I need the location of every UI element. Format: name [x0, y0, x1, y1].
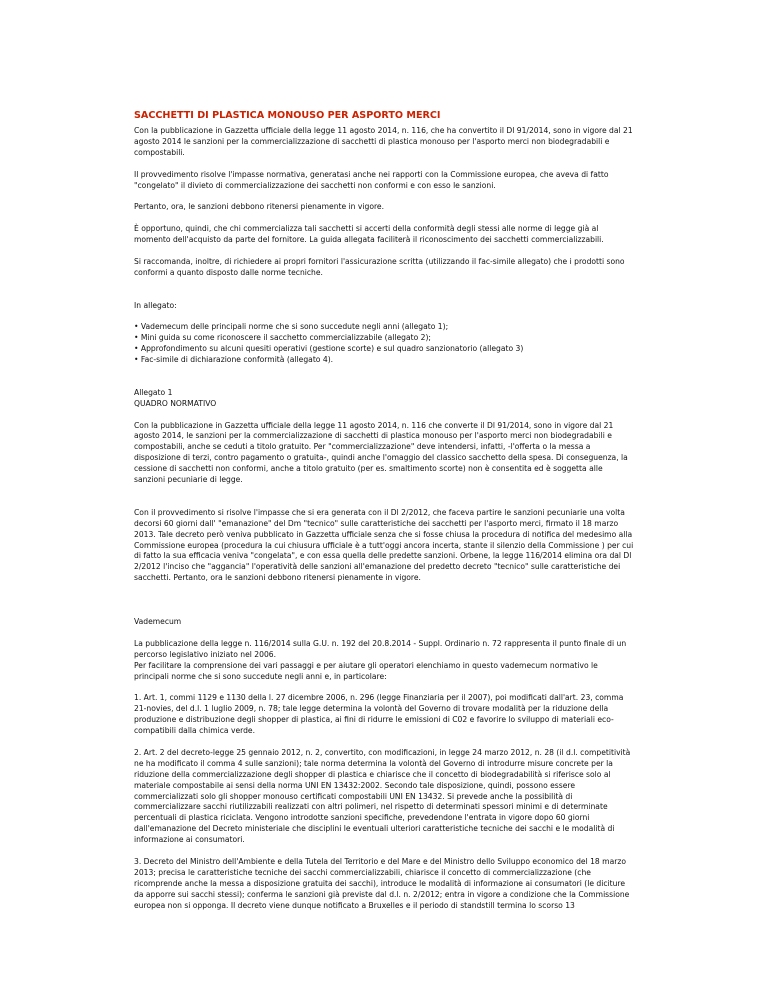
quadro-normativo-heading: QUADRO NORMATIVO [134, 398, 217, 408]
intro-paragraph: Si raccomanda, inoltre, di richiedere ai propri fornitori l'assicurazione scritta (utilizzando il fac-simile allegato) che i prodotti sono conformi a quanto disposto dalle norme tecniche. [134, 256, 625, 277]
vademecum-intro-line: Per facilitare la comprensione dei vari passaggi e per aiutare gli operatori elenchiamo in questo vademecum normativo le principali norme che si sono succedute negli anni e, in particolare: [134, 660, 598, 681]
allegato-list [134, 322, 634, 366]
list-item-text: Mini guida su come riconoscere il sacchetto commercializzabile (allegato 2); [140, 333, 431, 343]
document-body [134, 110, 634, 922]
list-item-text: Approfondimento su alcuni quesiti operativi (gestione scorte) e sul quadro sanzionatorio (allegato 3) [140, 344, 524, 354]
allegato-1-label: Allegato 1 [134, 387, 173, 397]
spacer [134, 595, 634, 606]
list-item-text: Fac-simile di dichiarazione conformità (allegato 4). [140, 355, 334, 365]
intro-paragraph: Pertanto, ora, le sanzioni debbono ritenersi pienamente in vigore. [134, 202, 385, 212]
spacer [134, 290, 634, 301]
quadro-paragraph: Con il provvedimento si risolve l'impasse che si era generata con il Dl 2/2012, che faceva partire le sanzioni pecuniarie una volta decorsi 60 giorni dall' "emanazione" del Dm "tecnico" sulle caratteristiche dei sacchetti per l'asporto merci, firmato il 18 marzo 2013. Tale decreto però veniva pubblicato in Gazzetta ufficiale senza che si fosse chiusa la procedura di notifica del medesimo alla Commissione europea (procedura la cui chiusura ufficiale è a tutt'oggi ancora incerta, stante il silenzio della Commissione ) per cui di fatto la sua efficacia veniva "congelata", e con essa quella delle predette sanzioni. Orbene, la legge 116/2014 elimina ora dal Dl 2/2012 l'inciso che "aggancia" l'operatività delle sanzioni all'emanazione del predetto decreto "tecnico" sulle caratteristiche dei sacchetti. Pertanto, ora le sanzioni debbono ritenersi pienamente in vigore. [134, 507, 634, 583]
bullet-icon: • [134, 355, 139, 365]
list-item [134, 344, 634, 355]
list-item [134, 333, 634, 344]
vademecum-point: 2. Art. 2 del decreto-legge 25 gennaio 2012, n. 2, convertito, con modificazioni, in legge 24 marzo 2012, n. 28 (il d.l. competitività ne ha modificato il comma 4 sulle sanzioni); tale norma determina la volontà del Governo di introdurre misure concrete per la riduzione della commercializzazione degli shopper di plastica e chiarisce che il concetto di biodegradabilità si riferisce solo al materiale compostabile ai sensi della norma UNI EN 13432:2002. Secondo tale disposizione, quindi, possono essere commercializzati solo gli shopper monouso certificati compostabili UNI EN 13432. Si prevede anche la possibilità di commercializzare sacchi riutilizzabili realizzati con altri polimeri, nel rispetto di determinati spessori minimi e di determinate percentuali di plastica riciclata. Vengono introdotte sanzioni specifiche, prevedendone l'entrata in vigore dopo 60 giorni dall'emanazione del Decreto ministeriale che disciplini le eventuali ulteriori caratteristiche tecniche dei sacchi e le modalità di informazione ai consumatori. [134, 747, 631, 845]
bullet-icon: • [134, 344, 139, 354]
intro-paragraph: Il provvedimento risolve l'impasse normativa, generatasi anche nei rapporti con la Commissione europea, che aveva di fatto "congelato" il divieto di commercializzazione dei sacchetti non conformi e con esso le sanzioni. [134, 169, 609, 190]
spacer [134, 497, 634, 508]
list-item [134, 322, 634, 333]
list-item-text: Vademecum delle principali norme che si sono succedute negli anni (allegato 1); [140, 322, 449, 332]
allegato-1-heading [134, 388, 634, 410]
spacer [134, 606, 634, 617]
bullet-icon: • [134, 333, 139, 343]
list-item [134, 355, 634, 366]
vademecum-point: 3. Decreto del Ministro dell'Ambiente e della Tutela del Territorio e del Mare e del Ministro dello Sviluppo economico del 18 marzo 2013; precisa le caratteristiche tecniche dei sacchi commercializzabili, chiarisce il concetto di commercializzazione (che ricomprende anche la messa a disposizione gratuita dei sacchi), introduce le modalità di informazione ai consumatori (le diciture da apporre sui sacchi stessi); conferma le sanzioni già previste dal d.l. n. 2/2012; entra in vigore a condizione che la Commissione europea non si opponga. Il decreto viene dunque notificato a Bruxelles e il periodo di standstill termina lo scorso 13 [134, 856, 630, 910]
intro-paragraph: Con la pubblicazione in Gazzetta ufficiale della legge 11 agosto 2014, n. 116, che ha convertito il Dl 91/2014, sono in vigore dal 21 agosto 2014 le sanzioni per la commercializzazione di sacchetti di plastica monouso per l'asporto merci non biodegradabili e compostabili. [134, 126, 633, 157]
vademecum-intro [134, 639, 634, 683]
vademecum-heading: Vademecum [134, 617, 182, 627]
intro-paragraph: È opportuno, quindi, che chi commercializza tali sacchetti si accerti della conformità degli stessi alle norme di legge già al momento dell'acquisto da parte del fornitore. La guida allegata faciliterà il riconoscimento dei sacchetti commercializzabili. [134, 224, 604, 245]
vademecum-intro-line: La pubblicazione della legge n. 116/2014 sulla G.U. n. 192 del 20.8.2014 - Suppl. Ordinario n. 72 rappresenta il punto finale di un percorso legislativo iniziato nel 2006. [134, 638, 627, 659]
document-title: SACCHETTI DI PLASTICA MONOUSO PER ASPORTO MERCI [134, 110, 441, 121]
quadro-paragraph: Con la pubblicazione in Gazzetta ufficiale della legge 11 agosto 2014, n. 116 che converte il Dl 91/2014, sono in vigore dal 21 agosto 2014, le sanzioni per la commercializzazione di sacchetti di plastica monouso per l'asporto merci non biodegradabili e compostabili, anche se ceduti a titolo gratuito. Per "commercializzazione" deve intendersi, infatti, -l'offerta o la messa a disposizione di terzi, contro pagamento o gratuita-, quindi anche l'omaggio del classico sacchetto della spesa. Di conseguenza, la cessione di sacchetti non conformi, anche a titolo gratuito (per es. smaltimento scorte) non è consentita ed è soggetta alle sanzioni pecuniarie di legge. [134, 420, 628, 485]
vademecum-point: 1. Art. 1, commi 1129 e 1130 della l. 27 dicembre 2006, n. 296 (legge Finanziaria per il 2007), poi modificati dall'art. 23, comma 21-novies, del d.l. 1 luglio 2009, n. 78; tale legge determina la volontà del Governo di trovare modalità per la riduzione della produzione e distribuzione degli shopper di plastica, ai fini di ridurre le emissioni di C02 e favorire lo sviluppo di materiali eco-compatibili dalla chimica verde. [134, 693, 624, 736]
allegato-heading: In allegato: [134, 300, 177, 310]
spacer [134, 377, 634, 388]
bullet-icon: • [134, 322, 139, 332]
